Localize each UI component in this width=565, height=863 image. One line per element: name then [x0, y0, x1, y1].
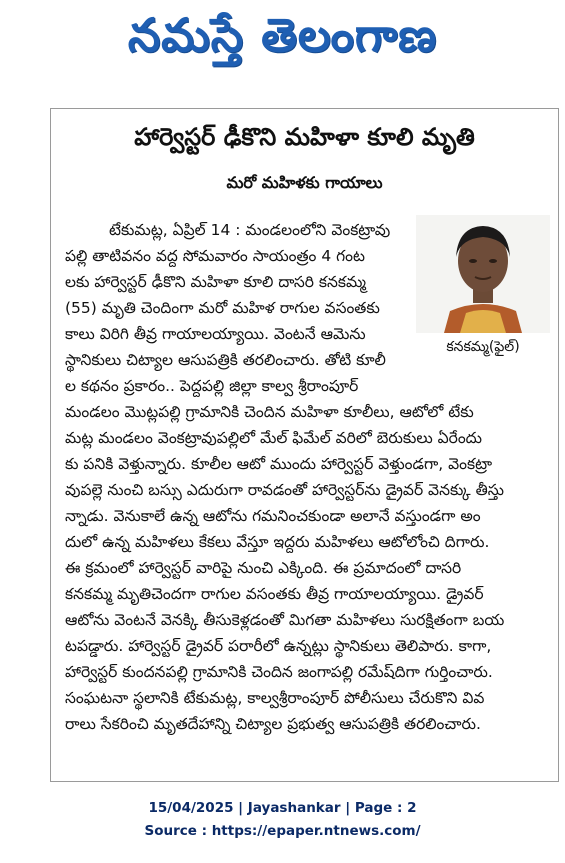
body-line: స్థానికులు చిట్యాల ఆసుపత్రికి తరలించారు. తోటి కూలీ	[65, 351, 386, 369]
body-line: వుపల్లె నుంచి బస్సు ఎదురుగా రావడంతో హార్వెస్టర్‌ను డ్రైవర్ వెనక్కు తీస్తు	[65, 481, 504, 499]
body-line: కనకమ్మ మృతిచెందగా రాగుల వసంతకు తీవ్ర గాయాలయ్యాయి. డ్రైవర్	[65, 585, 484, 603]
article-subheadline: మరో మహిళకు గాయాలు	[226, 173, 383, 192]
body-line: ల కథనం ప్రకారం.. పెద్దపల్లి జిల్లా కాల్వ శ్రీరాంపూర్	[65, 377, 359, 395]
article-clipping	[50, 108, 559, 782]
body-line: కు పనికి వెళ్తున్నారు. కూలీల ఆటో ముందు హార్వెస్టర్ వెళ్తుండగా, వెంకట్రా	[65, 455, 493, 473]
body-line: మట్ల మండలం వెంకట్రావుపల్లిలో మేల్ ఫిమేల్ వరిలో బెరుకులు ఏరేందు	[65, 429, 482, 447]
body-line: టపడ్డారు. హార్వెస్టర్ డ్రైవర్ పరారీలో ఉన్నట్లు స్థానికులు తెలిపారు. కాగా,	[65, 637, 492, 655]
body-line: లకు హార్వెస్టర్ ఢీకొని మహిళా కూలి దాసరి కనకమ్మ	[65, 273, 366, 291]
footer-date-line: 15/04/2025 | Jayashankar | Page : 2	[148, 800, 417, 816]
portrait-photo	[416, 215, 550, 333]
body-line: సంఘటనా స్థలానికి టేకుమట్ల, కాల్వశ్రీరాంపూర్ పోలీసులు చేరుకొని వివ	[65, 689, 485, 707]
body-line: పల్లి తాటివనం వద్ద సోమవారం సాయంత్రం 4 గంట	[65, 247, 365, 265]
body-line: రాలు సేకరించి మృతదేహాన్ని చిట్యాల ప్రభుత్వ ఆసుపత్రికి తరలించారు.	[65, 715, 481, 733]
body-line: కాలు విరిగి తీవ్ర గాయాలయ్యాయి. వెంటనే ఆమెను	[65, 325, 366, 343]
body-line: (55) మృతి చెందింగా మరో మహిళ రాగుల వసంతకు	[65, 299, 380, 317]
body-line: ఆటోను వెంటనే వెనక్కి తీసుకెళ్లడంతో మిగతా మహిళలు సురక్షితంగా బయ	[65, 611, 505, 629]
body-line: న్నాడు. వెనుకాలే ఉన్న ఆటోను గమనించకుండా అలానే వస్తుండగా అం	[65, 507, 481, 525]
footer-source-line: Source : https://epaper.ntnews.com/	[144, 823, 421, 839]
photo-box	[416, 215, 550, 367]
body-line: టేకుమట్ల, ఏప్రిల్ 14 : మండలంలోని వెంకట్రావు	[109, 221, 391, 239]
body-line: దులో ఉన్న మహిళలు కేకలు వేస్తూ ఇద్దరు మహిళలు ఆటోలోంచి దిగారు.	[65, 533, 490, 551]
masthead	[0, 0, 565, 82]
article-headline: హార్వెస్టర్ ఢీకొని మహిళా కూలి మృతి	[134, 123, 475, 151]
body-line: మండలం మొట్లపల్లి గ్రామానికి చెందిన మహిళా కూలీలు, ఆటోలో టేకు	[65, 403, 474, 421]
body-line: హార్వెస్టర్ కుందనపల్లి గ్రామానికి చెందిన జంగాపల్లి రమేష్‌దిగా గుర్తించారు.	[65, 663, 493, 681]
newspaper-name: నమస్తే తెలంగాణ	[127, 8, 438, 62]
portrait-image	[416, 215, 550, 333]
photo-caption: కనకమ్మ(ఫైల్)	[446, 339, 520, 355]
body-line: ఈ క్రమంలో హార్వెస్టర్ వారిపై నుంచి ఎక్కింది. ఈ ప్రమాదంలో దాసరి	[65, 559, 462, 577]
